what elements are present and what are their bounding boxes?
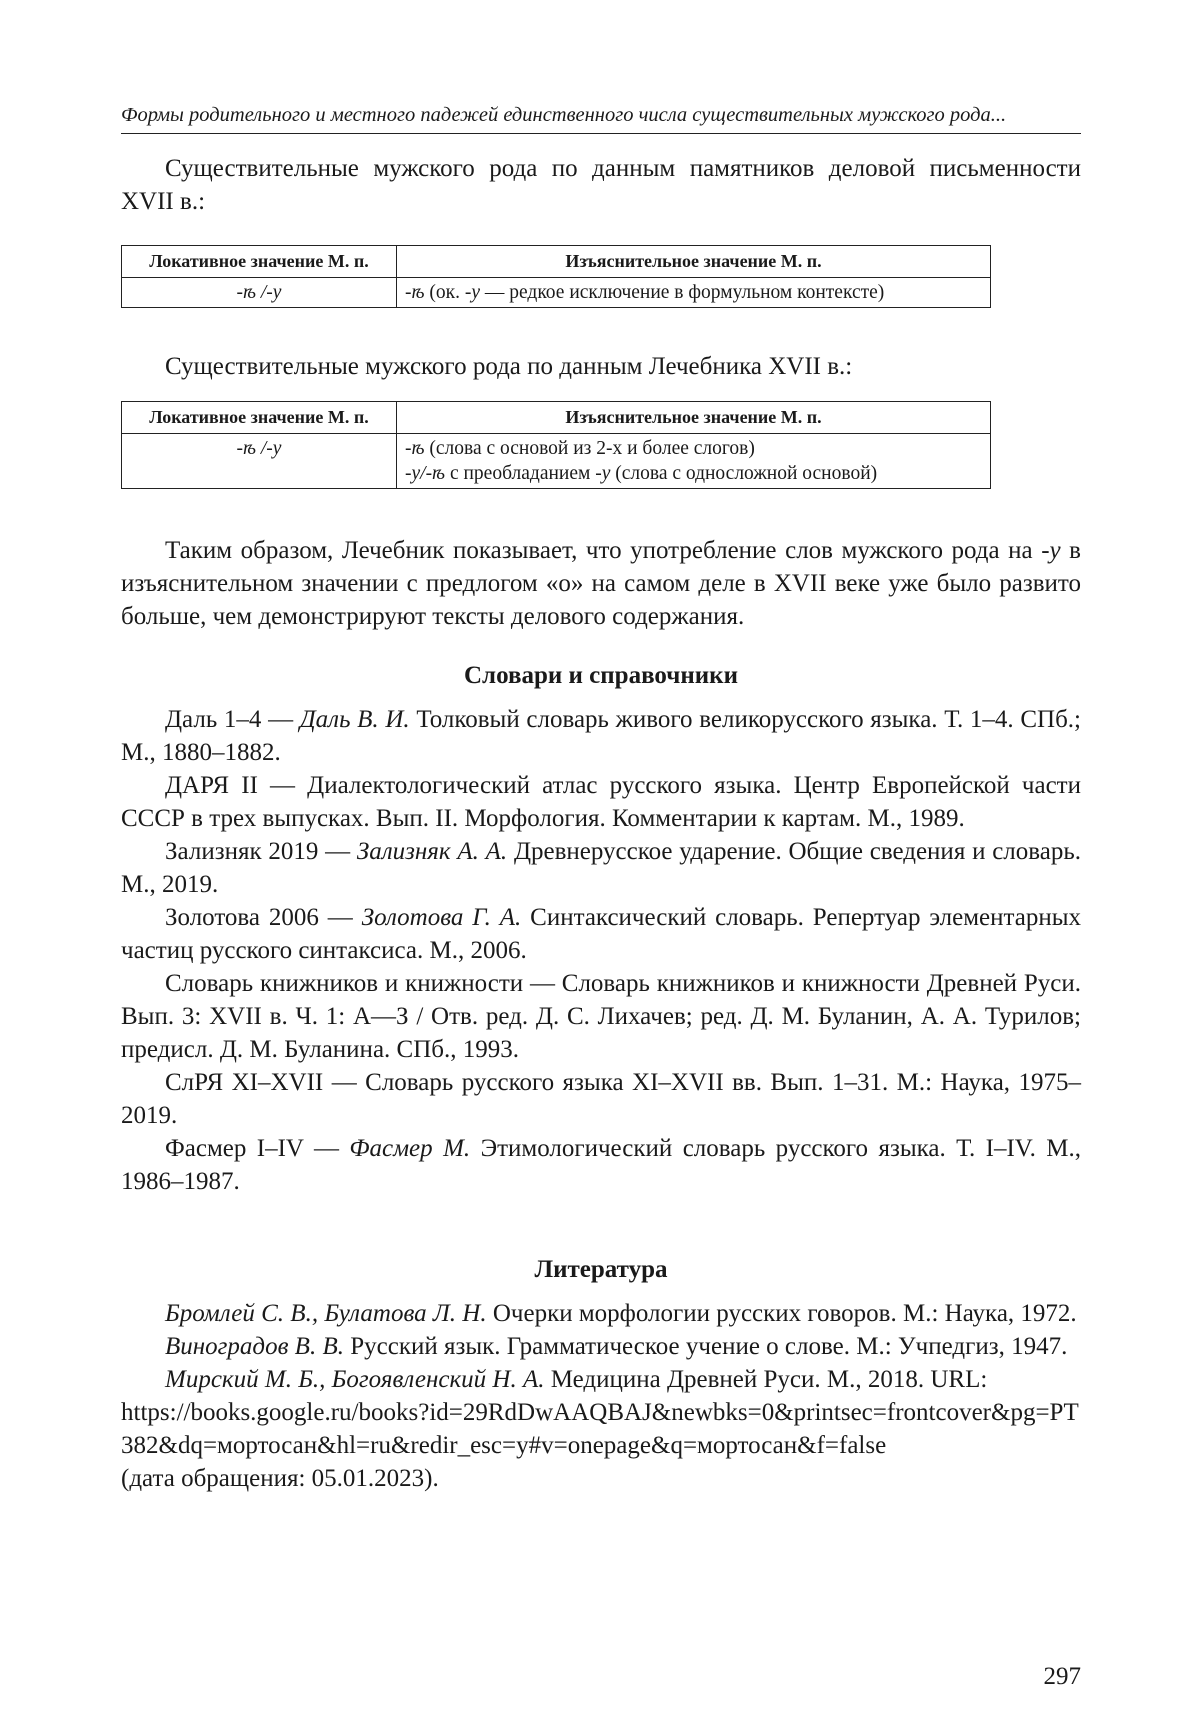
note: (ок. <box>424 282 465 303</box>
access-date-note: (дата обращения: 05.01.2023). <box>121 1465 439 1492</box>
running-header: Формы родительного и местного падежей единственного числа существительных мужского рода... <box>121 102 1081 134</box>
reference-item <box>121 1297 1081 1330</box>
explanatory-line-2 <box>405 461 984 486</box>
ending: -у <box>464 282 480 303</box>
explanatory-endings-cell <box>397 278 991 308</box>
ref-author: Виноградов В. В. <box>165 1333 344 1360</box>
table-lechebnik <box>121 401 991 489</box>
note: (слова с односложной основой) <box>610 463 878 484</box>
intro-paragraph-1 <box>121 152 1081 218</box>
note: с преобладанием <box>445 463 596 484</box>
ref-abbrev: Даль 1–4 — <box>165 706 300 733</box>
conclusion-paragraph <box>121 534 1081 633</box>
reference-item <box>121 835 1081 901</box>
dictionaries-heading: Словари и справочники <box>464 662 738 689</box>
table-header-row <box>122 246 991 278</box>
explanatory-line-1 <box>405 436 984 461</box>
ref-author: Даль В. И. <box>299 706 410 733</box>
reference-item <box>121 703 1081 769</box>
reference-item <box>121 901 1081 967</box>
locative-endings-cell: -ѣ /-у <box>122 434 397 489</box>
ref-title: Этимологический словарь русского языка. Т. I–IV. М., 1986–1987. <box>121 1135 1081 1195</box>
reference-item <box>121 1330 1081 1363</box>
table-row <box>122 434 991 489</box>
ref-author: Зализняк А. А. <box>356 838 508 865</box>
ref-abbrev: Золотова 2006 — <box>165 904 362 931</box>
ref-title: Толковый словарь живого великорусского языка. Т. 1–4. СПб.; М., 1880–1882. <box>121 706 1081 766</box>
ending: -ѣ <box>405 282 425 303</box>
dictionaries-list <box>121 703 1081 1198</box>
intro-text-2: Существительные мужского рода по данным Лечебника XVII в.: <box>165 353 853 380</box>
note: (слова с основой из 2-х и более слогов) <box>424 438 755 459</box>
note: — редкое исключение в формульном контексте) <box>480 282 885 303</box>
literature-list <box>121 1297 1081 1495</box>
ref-author: Мирский М. Б., Богоявленский Н. А. <box>165 1366 545 1393</box>
ref-title: Синтаксический словарь. Репертуар элементарных частиц русского синтаксиса. М., 2006. <box>121 904 1082 964</box>
conclusion-part: в изъяснительном значении с предлогом «о» на самом деле в XVII веке уже было развито больше, чем демонстрируют тексты делового содержания. <box>121 537 1081 630</box>
table-row <box>122 278 991 308</box>
ref-title: Медицина Древней Руси. М., 2018. URL: <box>544 1366 988 1393</box>
reference-item: ДАРЯ II — Диалектологический атлас русского языка. Центр Европейской части СССР в трех выпусках. Вып. II. Морфология. Комментарии к картам. М., 1989. <box>121 772 1081 832</box>
conclusion-part: Таким образом, Лечебник показывает, что употребление слов мужского рода на <box>165 537 1042 564</box>
col-explanatory-header: Изъяснительное значение М. п. <box>397 246 991 278</box>
ref-title: Очерки морфологии русских говоров. М.: Наука, 1972. <box>486 1300 1077 1327</box>
intro-paragraph-2 <box>121 350 1081 383</box>
ref-abbrev: Зализняк 2019 — <box>165 838 357 865</box>
reference-url-link[interactable]: https://books.google.ru/books?id=29RdDwAAQBAJ&newbks=0&printsec=frontcover&pg=PT382&dq=мортосан&hl=ru&redir_esc=y#v=onepage&q=мортосан&f=false <box>121 1399 1079 1459</box>
reference-item: СлРЯ XI–XVII — Словарь русского языка XI–XVII вв. Вып. 1–31. М.: Наука, 1975–2019. <box>121 1069 1081 1129</box>
ending: -ѣ <box>405 438 425 459</box>
ref-author: Золотова Г. А. <box>361 904 522 931</box>
ref-author: Фасмер М. <box>349 1135 471 1162</box>
col-locative-header: Локативное значение М. п. <box>122 246 397 278</box>
page-number: 297 <box>1043 1663 1081 1690</box>
ending: -у/-ѣ <box>405 463 446 484</box>
explanatory-endings-cell <box>397 434 991 489</box>
col-locative-header: Локативное значение М. п. <box>122 402 397 434</box>
reference-item: Словарь книжников и книжности — Словарь книжников и книжности Древней Руси. Вып. 3: XVII в. Ч. 1: А—З / Отв. ред. Д. С. Лихачев; ред. Д. М. Буланин, А. А. Турилов; предисл. Д. М. Буланина. СПб., 1993. <box>121 970 1081 1063</box>
ref-title: Древнерусское ударение. Общие сведения и словарь. М., 2019. <box>121 838 1081 898</box>
reference-item <box>121 1363 1081 1396</box>
intro-text-1: Существительные мужского рода по данным памятников деловой письменности XVII в.: <box>121 155 1081 215</box>
table-header-row <box>122 402 991 434</box>
ending: -у <box>1041 537 1061 564</box>
reference-item <box>121 1132 1081 1198</box>
literature-heading: Литература <box>534 1256 668 1283</box>
conclusion-text <box>121 534 1081 633</box>
ref-abbrev: Фасмер I–IV — <box>165 1135 350 1162</box>
table-business-documents <box>121 245 991 308</box>
locative-endings-cell: -ѣ /-у <box>122 278 397 308</box>
ref-title: Русский язык. Грамматическое учение о слове. М.: Учпедгиз, 1947. <box>343 1333 1068 1360</box>
ending: -у <box>595 463 611 484</box>
col-explanatory-header: Изъяснительное значение М. п. <box>397 402 991 434</box>
ref-author: Бромлей С. В., Булатова Л. Н. <box>165 1300 487 1327</box>
